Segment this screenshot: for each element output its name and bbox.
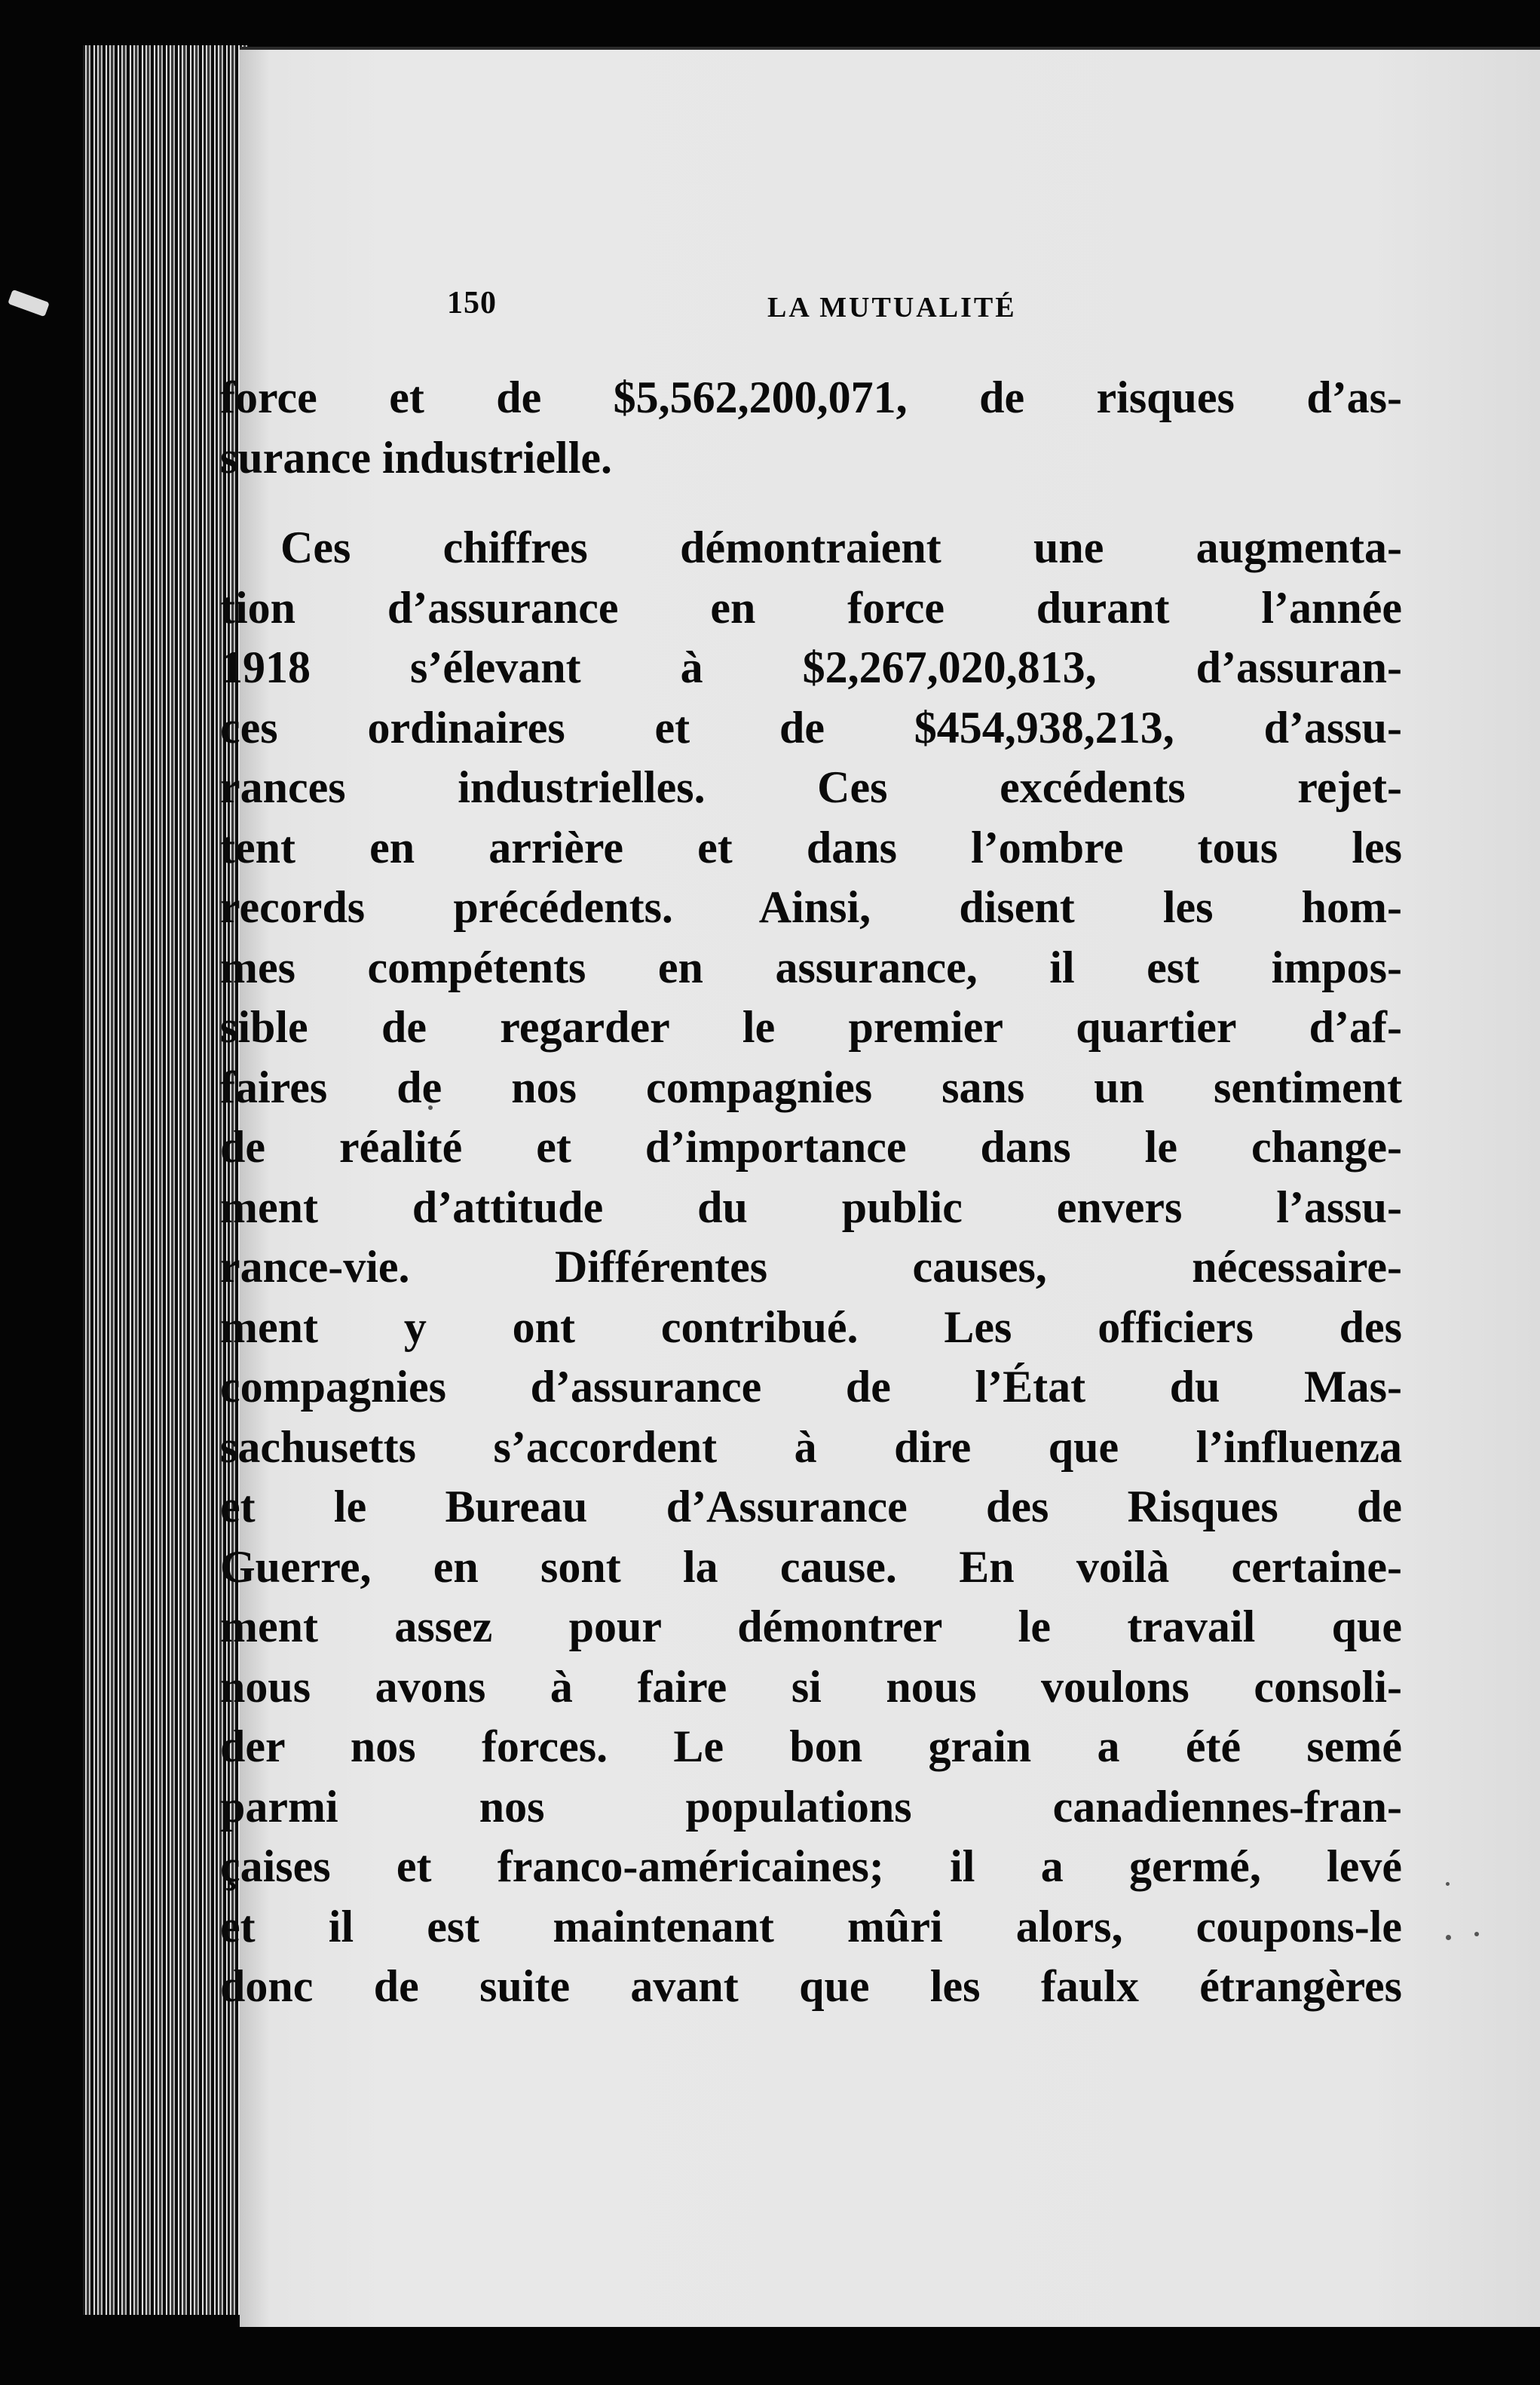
text-line: ment assez pour démontrer le travail que — [220, 1602, 1402, 1651]
text-line: nous avons à faire si nous voulons consoli- — [220, 1661, 1402, 1712]
dust-speck — [1446, 1882, 1450, 1886]
text-line: de réalité et d’importance dans le change- — [220, 1122, 1402, 1172]
text-line: tent en arrière et dans l’ombre tous les — [220, 822, 1402, 872]
text-line: sible de regarder le premier quartier d’af- — [220, 1002, 1402, 1052]
page-number: 150 — [447, 286, 497, 320]
text-line: ment y ont contribué. Les officiers des — [220, 1301, 1402, 1352]
running-title: LA MUTUALITÉ — [767, 292, 1017, 323]
text-line: surance industrielle. — [220, 432, 612, 483]
paragraph-gap — [220, 488, 1402, 518]
text-line: der nos forces. Le bon grain a été semé — [220, 1721, 1402, 1771]
text-line: et il est maintenant mûri alors, coupons-le — [220, 1901, 1402, 1951]
text-line: donc de suite avant que les faulx étrangères — [220, 1961, 1402, 2011]
scan-artifact — [8, 290, 50, 317]
text-line: Guerre, en sont la cause. En voilà certaine- — [220, 1541, 1402, 1592]
text-line: compagnies d’assurance de l’État du Mas- — [220, 1362, 1402, 1412]
text-line: ces ordinaires et de $454,938,213, d’assu- — [220, 702, 1402, 753]
text-line: çaises et franco-américaines; il a germé, levé — [220, 1841, 1402, 1891]
text-line: rances industrielles. Ces excédents rejet- — [220, 762, 1402, 812]
text-line: records précédents. Ainsi, disent les hom- — [220, 882, 1402, 932]
text-line: mes compétents en assurance, il est impos- — [220, 942, 1402, 992]
body-text — [220, 368, 1402, 2017]
text-line: force et de $5,562,200,071, de risques d’as- — [220, 372, 1402, 422]
text-line: rance-vie. Différentes causes, nécessaire- — [220, 1242, 1402, 1292]
dust-speck — [1474, 1932, 1479, 1936]
text-line: sachusetts s’accordent à dire que l’influenza — [220, 1421, 1402, 1472]
page-header — [240, 285, 1540, 345]
dust-speck — [1446, 1935, 1451, 1940]
text-line: 1918 s’élevant à $2,267,020,813, d’assuran- — [220, 642, 1402, 692]
text-line: et le Bureau d’Assurance des Risques de — [220, 1482, 1402, 1531]
text-line: tion d’assurance en force durant l’année — [220, 582, 1402, 633]
text-line: faires de nos compagnies sans un sentiment — [220, 1062, 1402, 1112]
text-line: ment d’attitude du public envers l’assu- — [220, 1182, 1402, 1232]
text-line: Ces chiffres démontraient une augmenta- — [280, 523, 1402, 572]
text-line: parmi nos populations canadiennes-fran- — [220, 1781, 1402, 1832]
